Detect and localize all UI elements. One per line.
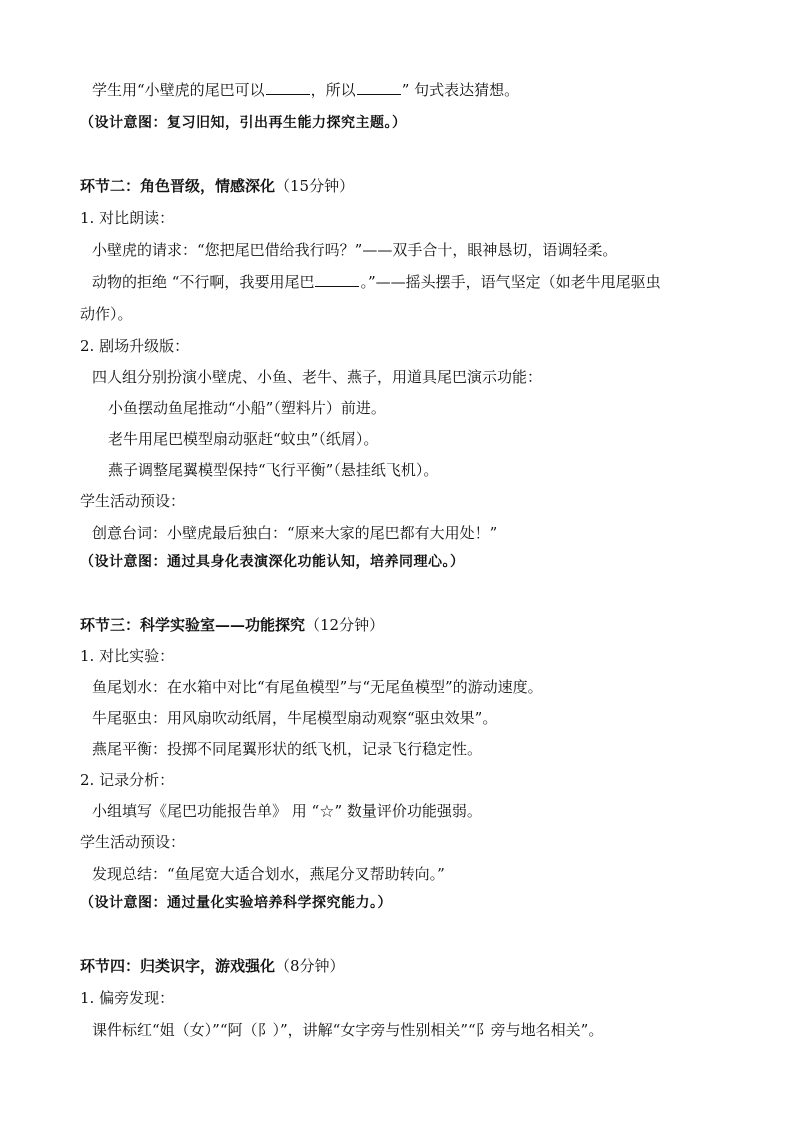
radical-explanation: 课件标红“姐（女）”“阿（阝）”，讲解“女字旁与性别相关”“阝旁与地名相关”。 bbox=[92, 1021, 604, 1039]
creative-line: 创意台词：小壁虎最后独白：“原来大家的尾巴都有大用处！” bbox=[92, 524, 498, 542]
ox-demo: 老牛用尾巴模型扇动驱赶“蚊虫”（纸屑）。 bbox=[108, 430, 379, 448]
paragraph-guess bbox=[92, 80, 519, 100]
list-item-1: 1. 偏旁发现： bbox=[80, 989, 175, 1007]
ox-experiment: 牛尾驱虫：用风扇吹动纸屑，牛尾模型扇动观察“驱虫效果”。 bbox=[92, 709, 498, 727]
activity-preview: 学生活动预设： bbox=[80, 492, 186, 510]
section-title: 环节三：科学实验室——功能探究 bbox=[80, 616, 306, 634]
section-heading-3 bbox=[80, 615, 384, 635]
swallow-experiment: 燕尾平衡：投掷不同尾翼形状的纸飞机，记录飞行稳定性。 bbox=[92, 740, 483, 758]
section-heading-2 bbox=[80, 176, 354, 196]
section-time: （15分钟） bbox=[275, 177, 355, 195]
guess-text-mid: ，所以 bbox=[310, 81, 356, 99]
refusal-text-end: 。”——摇头摆手，语气坚定（如老牛甩尾驱虫 bbox=[360, 273, 661, 291]
fill-blank bbox=[266, 80, 310, 95]
guess-text-end: ” 句式表达猜想。 bbox=[401, 81, 520, 99]
refusal-text-start: 动物的拒绝 “不行啊，我要用尾巴 bbox=[92, 273, 315, 291]
design-intent-2: （设计意图：通过具身化表演深化功能认知，培养同理心。） bbox=[80, 554, 465, 570]
summary-line: 发现总结：“鱼尾宽大适合划水，燕尾分叉帮助转向。” bbox=[92, 865, 445, 883]
list-item-2: 2. 记录分析： bbox=[80, 771, 175, 789]
list-item-2: 2. 剧场升级版： bbox=[80, 337, 190, 355]
fill-blank bbox=[315, 272, 359, 287]
fill-blank bbox=[357, 80, 401, 95]
group-roles: 四人组分别扮演小壁虎、小鱼、老牛、燕子，用道具尾巴演示功能： bbox=[92, 368, 543, 386]
animal-refusal bbox=[92, 272, 661, 292]
activity-preview: 学生活动预设： bbox=[80, 833, 186, 851]
swallow-demo: 燕子调整尾翼模型保持“飞行平衡”（悬挂纸飞机）。 bbox=[108, 461, 439, 479]
list-item-1: 1. 对比实验： bbox=[80, 647, 175, 665]
design-intent-3: （设计意图：通过量化实验培养科学探究能力。） bbox=[80, 895, 392, 911]
fish-experiment: 鱼尾划水：在水箱中对比“有尾鱼模型”与“无尾鱼模型”的游动速度。 bbox=[92, 678, 543, 696]
fish-demo: 小鱼摆动鱼尾推动“小船”（塑料片）前进。 bbox=[108, 399, 386, 417]
record-analysis bbox=[92, 801, 482, 821]
section-time: （8分钟） bbox=[275, 957, 345, 975]
section-title: 环节二：角色晋级，情感深化 bbox=[80, 177, 276, 195]
list-item-1: 1. 对比朗读： bbox=[80, 209, 175, 227]
section-time: （12分钟） bbox=[305, 616, 385, 634]
section-title: 环节四：归类识字，游戏强化 bbox=[80, 957, 276, 975]
record-text-end: ” 数量评价功能强弱。 bbox=[334, 802, 482, 820]
record-text-start: 小组填写《尾巴功能报告单》 用 “ bbox=[92, 802, 320, 820]
section-heading-4 bbox=[80, 956, 345, 976]
gecko-request: 小壁虎的请求：“您把尾巴借给我行吗？”——双手合十，眼神恳切，语调轻柔。 bbox=[92, 241, 618, 259]
design-intent-1: （设计意图：复习旧知，引出再生能力探究主题。） bbox=[80, 115, 407, 131]
star-icon: ☆ bbox=[319, 802, 335, 822]
guess-text-start: 学生用“小壁虎的尾巴可以 bbox=[92, 81, 265, 99]
animal-refusal-cont: 动作）。 bbox=[80, 305, 133, 323]
